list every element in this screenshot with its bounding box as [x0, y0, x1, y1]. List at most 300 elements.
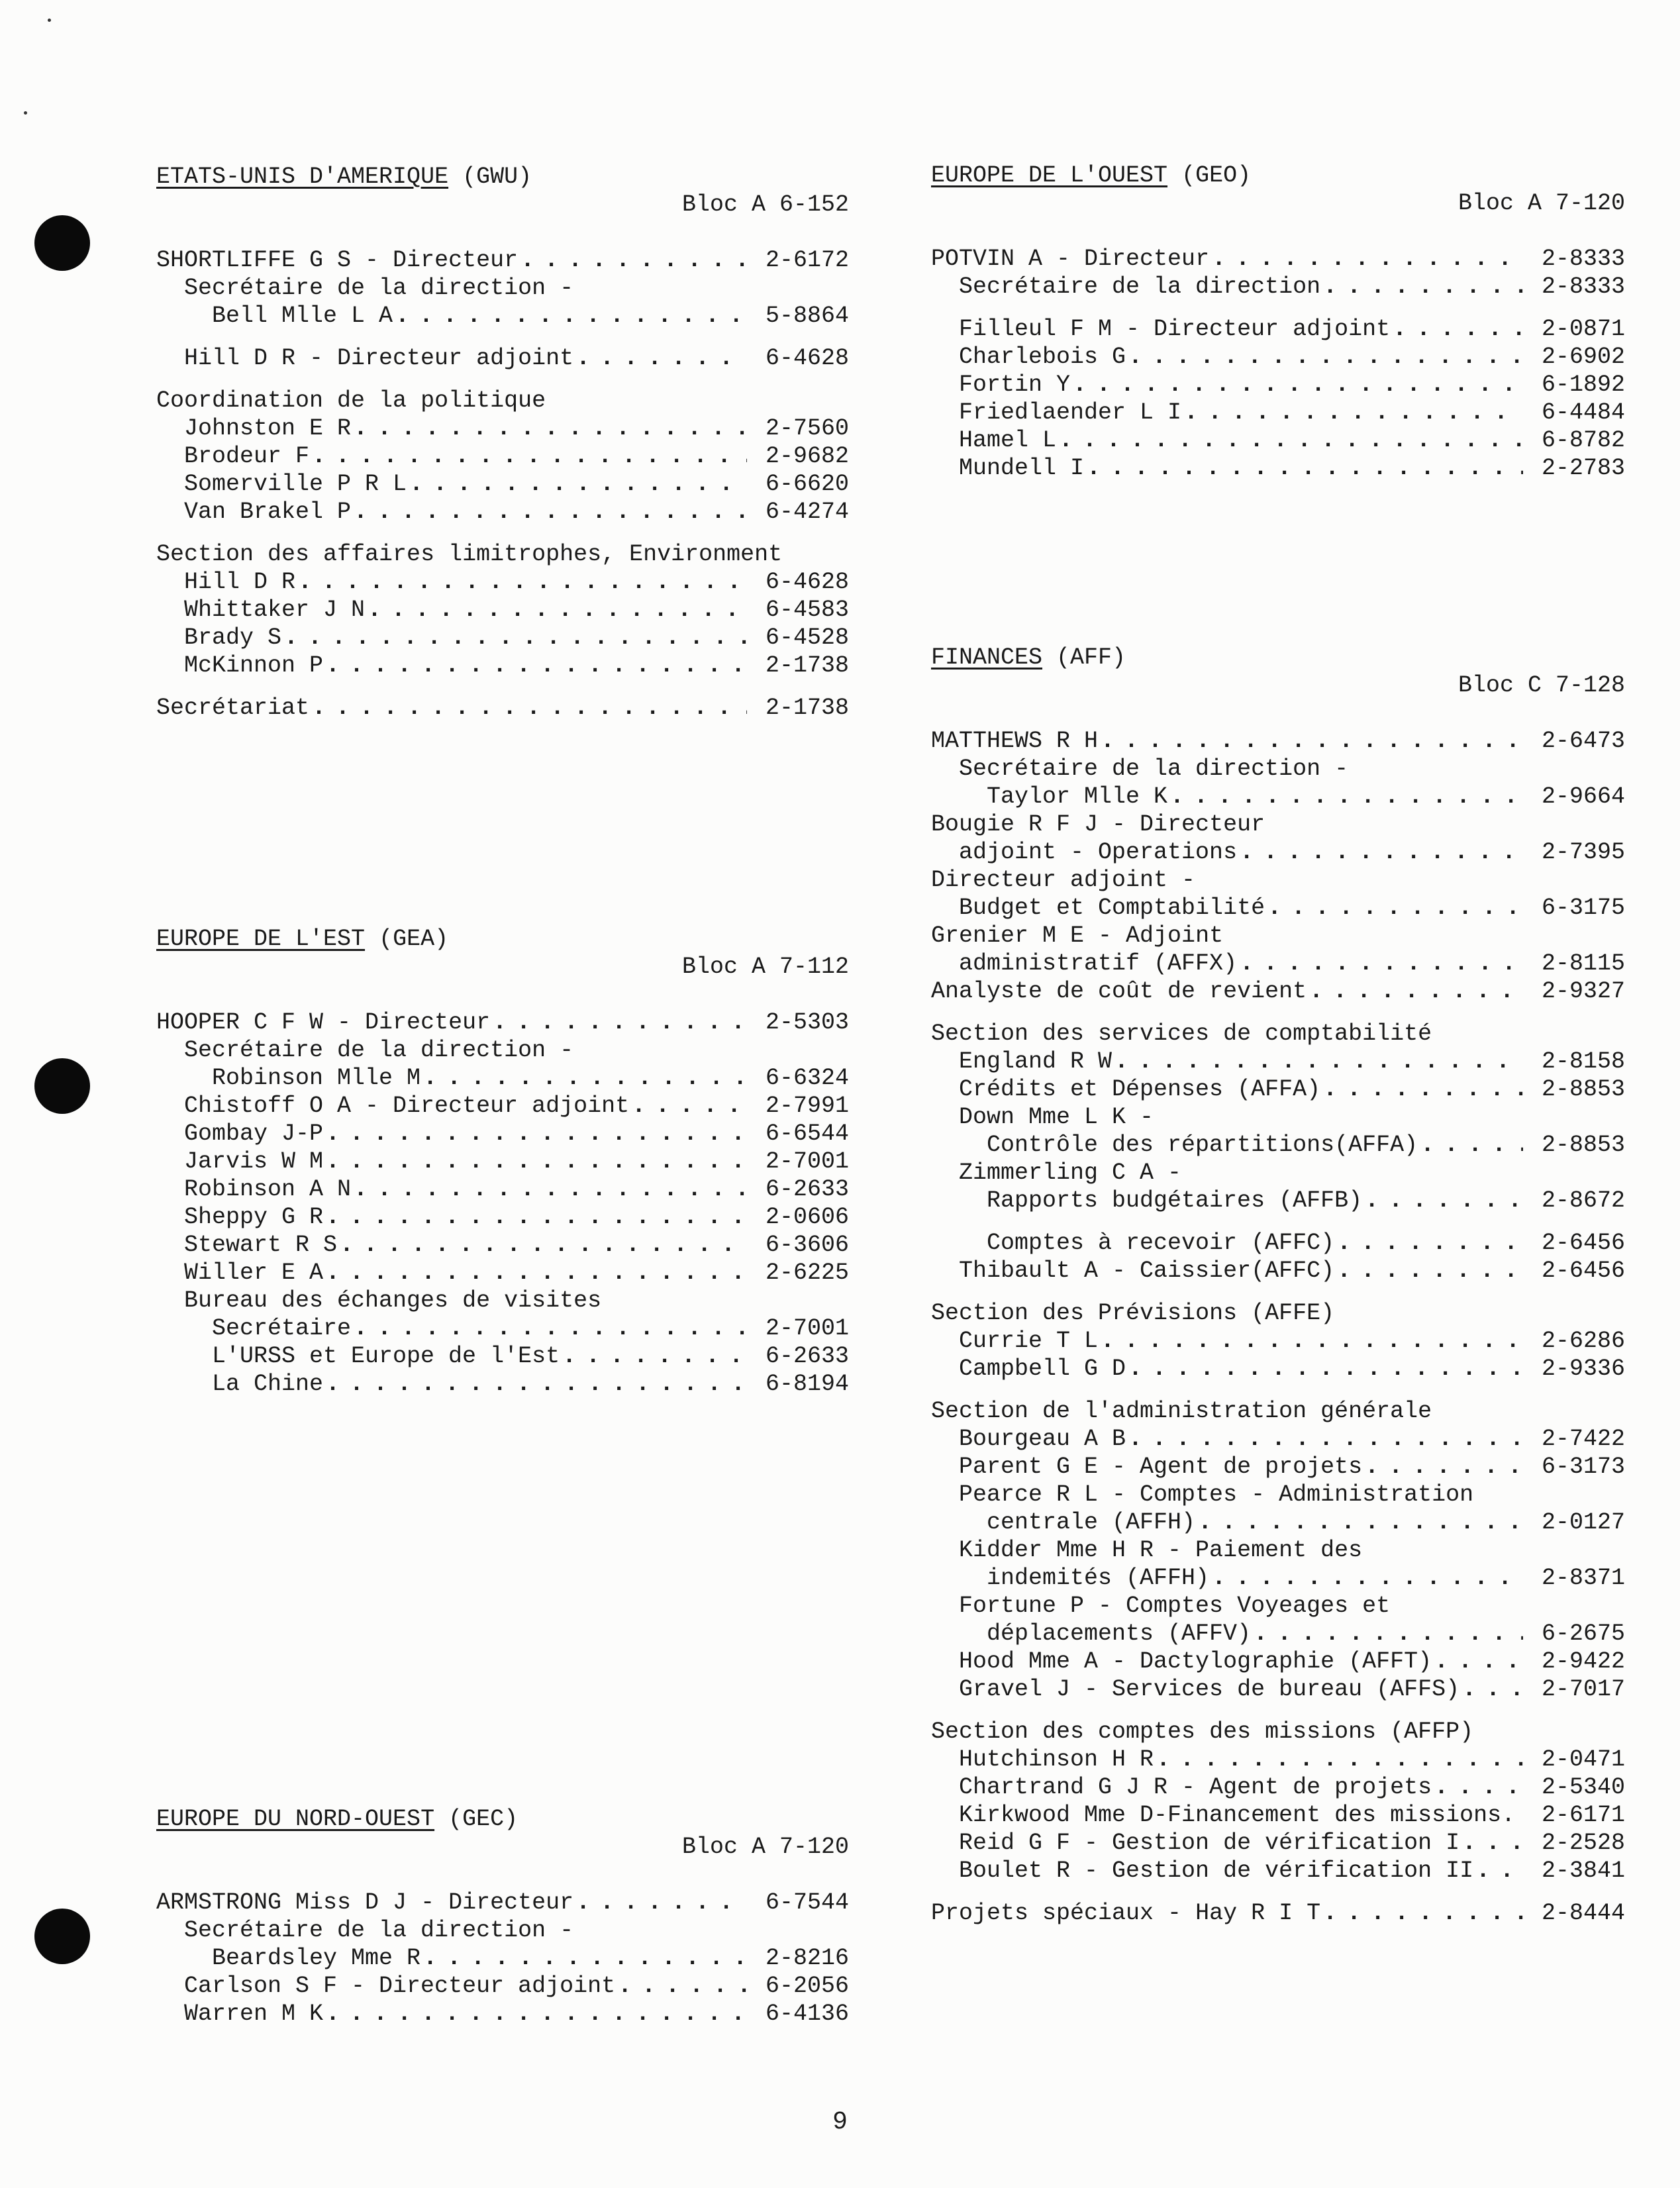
- dot-leader: [312, 694, 747, 722]
- dot-leader: [298, 568, 747, 596]
- dot-leader: [1365, 1187, 1523, 1215]
- directory-entry: [931, 1355, 1625, 1383]
- directory-entry: [931, 1857, 1625, 1885]
- dot-leader: [1323, 1075, 1523, 1103]
- directory-entry: [156, 1944, 849, 1972]
- dot-leader: [1184, 399, 1523, 426]
- dot-leader: [326, 1120, 747, 1148]
- entry-phone: 2-8333: [1541, 246, 1625, 272]
- spacer: [931, 1703, 1625, 1718]
- spacer: [931, 1383, 1625, 1397]
- directory-entry: [931, 950, 1625, 977]
- section-location: Bloc A 6-152: [681, 191, 849, 218]
- entry-label: Crédits et Dépenses (AFFA): [959, 1076, 1321, 1103]
- directory-entry: [156, 1889, 849, 1916]
- directory-heading: Down Mme L K -: [959, 1104, 1154, 1130]
- directory-entry: [156, 1370, 849, 1398]
- entry-phone: 2-8853: [1541, 1132, 1625, 1158]
- directory-heading: Secrétaire de la direction -: [959, 756, 1349, 782]
- dot-leader: [409, 470, 747, 498]
- dot-leader: [326, 2000, 747, 2028]
- directory-heading: Section des comptes des missions (AFFP): [931, 1718, 1474, 1745]
- entry-label: Johnston E R: [184, 415, 352, 442]
- dot-leader: [618, 1972, 747, 2000]
- directory-entry: [931, 426, 1625, 454]
- entry-label: Projets spéciaux - Hay R I T: [931, 1900, 1321, 1926]
- entry-label: Filleul F M - Directeur adjoint: [959, 316, 1391, 342]
- dot-leader: [576, 1889, 747, 1916]
- entry-phone: 2-7560: [765, 415, 849, 442]
- section-title: [931, 644, 1625, 671]
- directory-entry: [931, 1453, 1625, 1481]
- directory-heading: Section de l'administration générale: [931, 1398, 1432, 1424]
- directory-entry: [156, 1009, 849, 1036]
- entry-phone: 2-8216: [765, 1945, 849, 1971]
- entry-phone: 5-8864: [765, 303, 849, 329]
- entry-phone: 6-3173: [1541, 1454, 1625, 1480]
- directory-entry: [156, 1148, 849, 1175]
- entry-label: MATTHEWS R H: [931, 728, 1099, 754]
- dot-leader: [1128, 1425, 1523, 1453]
- directory-entry: [156, 1342, 849, 1370]
- dot-leader: [326, 652, 747, 679]
- section-finances: [931, 644, 1625, 1927]
- section-location: Bloc A 7-120: [1458, 190, 1625, 217]
- entry-phone: 6-8194: [765, 1371, 849, 1397]
- scan-speck: [48, 19, 51, 22]
- dot-leader: [1128, 343, 1523, 371]
- directory-heading: Grenier M E - Adjoint: [931, 922, 1224, 949]
- directory-heading: Pearce R L - Comptes - Administration: [959, 1481, 1474, 1508]
- dot-leader: [354, 1315, 747, 1342]
- section-europe-ouest: [931, 162, 1625, 482]
- entry-label: Secrétaire: [212, 1315, 352, 1342]
- directory-entry: [931, 894, 1625, 922]
- entry-label: Somerville P R L: [184, 471, 407, 497]
- entry-label: Gombay J-P: [184, 1120, 324, 1147]
- section-code: (GEO): [1181, 162, 1252, 189]
- dot-leader: [1309, 977, 1523, 1005]
- entry-phone: 2-6286: [1541, 1328, 1625, 1354]
- dot-leader: [1337, 1257, 1523, 1285]
- entry-phone: 6-4528: [765, 624, 849, 651]
- dot-leader: [354, 1175, 747, 1203]
- section-code: (GEA): [379, 926, 449, 952]
- entry-phone: 6-1892: [1541, 372, 1625, 398]
- entry-label: Friedlaender L I: [959, 399, 1182, 426]
- entry-phone: 6-2675: [1541, 1620, 1625, 1647]
- directory-entry: [156, 1120, 849, 1148]
- directory-heading: Section des affaires limitrophes, Environment: [156, 541, 783, 568]
- dot-leader: [284, 624, 747, 652]
- section-name: ETATS-UNIS D'AMERIQUE: [156, 164, 449, 190]
- dot-leader: [1128, 1355, 1523, 1383]
- dot-leader: [1059, 426, 1523, 454]
- dot-leader: [1434, 1648, 1523, 1675]
- entry-label: Stewart R S: [184, 1232, 338, 1258]
- dot-leader: [1462, 1675, 1523, 1703]
- entry-label: L'URSS et Europe de l'Est: [212, 1343, 560, 1369]
- entry-phone: 2-6902: [1541, 344, 1625, 370]
- entry-phone: 2-7001: [765, 1315, 849, 1342]
- entry-label: Carlson S F - Directeur adjoint: [184, 1973, 616, 1999]
- entry-phone: 2-5303: [765, 1009, 849, 1036]
- directory-entry: [931, 1257, 1625, 1285]
- punch-hole: [34, 215, 90, 271]
- directory-entry: [156, 1175, 849, 1203]
- dot-leader: [423, 1064, 747, 1092]
- directory-heading: Secrétaire de la direction -: [184, 1917, 574, 1944]
- directory-entry: [931, 315, 1625, 343]
- dot-leader: [1365, 1453, 1523, 1481]
- directory-entry: [156, 1092, 849, 1120]
- entry-label: Hood Mme A - Dactylographie (AFFT): [959, 1648, 1432, 1675]
- entry-phone: 2-0606: [765, 1204, 849, 1230]
- directory-entry: [156, 2000, 849, 2028]
- entry-label: Secrétaire de la direction: [959, 274, 1321, 300]
- entry-label: Parent G E - Agent de projets: [959, 1454, 1363, 1480]
- entry-label: Jarvis W M: [184, 1148, 324, 1175]
- entry-phone: 6-6620: [765, 471, 849, 497]
- entry-label: Hamel L: [959, 427, 1057, 454]
- directory-heading: Bureau des échanges de visites: [184, 1287, 602, 1314]
- dot-leader: [1462, 1829, 1523, 1857]
- spacer: [931, 1215, 1625, 1229]
- directory-entry: [931, 343, 1625, 371]
- entry-phone: 2-9682: [765, 443, 849, 470]
- entry-label: Currie T L: [959, 1328, 1099, 1354]
- entry-phone: 2-7395: [1541, 839, 1625, 866]
- entry-phone: 2-8672: [1541, 1187, 1625, 1214]
- directory-entry: [931, 1899, 1625, 1927]
- directory-heading: Bougie R F J - Directeur: [931, 811, 1265, 838]
- dot-leader: [1323, 273, 1523, 301]
- entry-phone: 6-4583: [765, 597, 849, 623]
- directory-heading: Kidder Mme H R - Paiement des: [959, 1537, 1363, 1564]
- entry-phone: 2-9336: [1541, 1356, 1625, 1382]
- entry-label: Warren M K: [184, 2001, 324, 2027]
- directory-entry: [156, 442, 849, 470]
- scan-speck: [24, 111, 27, 115]
- dot-leader: [326, 1370, 747, 1398]
- dot-leader: [1087, 454, 1523, 482]
- directory-heading: Coordination de la politique: [156, 387, 546, 414]
- entry-label: Thibault A - Caissier(AFFC): [959, 1258, 1335, 1284]
- section-location: Bloc A 7-120: [681, 1834, 849, 1860]
- entry-label: Willer E A: [184, 1260, 324, 1286]
- entry-label: adjoint - Operations: [959, 839, 1238, 866]
- entry-label: ARMSTRONG Miss D J - Directeur: [156, 1889, 574, 1916]
- entry-phone: 2-7017: [1541, 1676, 1625, 1703]
- dot-leader: [1073, 371, 1523, 399]
- directory-entry: [931, 838, 1625, 866]
- entry-phone: 6-4136: [765, 2001, 849, 2027]
- directory-entry: [931, 371, 1625, 399]
- entry-phone: 2-2528: [1541, 1830, 1625, 1856]
- entry-phone: 2-1738: [765, 652, 849, 679]
- directory-entry: [931, 1327, 1625, 1355]
- entry-label: déplacements (AFFV): [987, 1620, 1252, 1647]
- dot-leader: [1212, 245, 1523, 273]
- entry-label: Secrétariat: [156, 695, 310, 721]
- directory-heading: Fortune P - Comptes Voyeages et: [959, 1593, 1391, 1619]
- punch-hole: [34, 1058, 90, 1114]
- spacer: [156, 372, 849, 387]
- section-etats-unis: [156, 163, 849, 722]
- right-column: [931, 0, 1625, 2119]
- entry-label: Mundell I: [959, 455, 1085, 481]
- entry-label: Hutchinson H R: [959, 1746, 1154, 1773]
- directory-entry: [931, 1075, 1625, 1103]
- entry-phone: 6-6324: [765, 1065, 849, 1091]
- entry-label: SHORTLIFFE G S - Directeur: [156, 247, 519, 274]
- directory-entry: [931, 1801, 1625, 1829]
- directory-entry: [931, 399, 1625, 426]
- entry-label: Contrôle des répartitions(AFFA): [987, 1132, 1418, 1158]
- directory-entry: [156, 1315, 849, 1342]
- entry-phone: 2-6172: [765, 247, 849, 274]
- dot-leader: [354, 415, 747, 442]
- directory-entry: [156, 1203, 849, 1231]
- directory-entry: [931, 1131, 1625, 1159]
- directory-entry: [156, 568, 849, 596]
- directory-entry: [931, 727, 1625, 755]
- directory-entry: [156, 652, 849, 679]
- entry-phone: 2-9422: [1541, 1648, 1625, 1675]
- entry-phone: 2-6225: [765, 1260, 849, 1286]
- entry-phone: 6-2056: [765, 1973, 849, 1999]
- entry-phone: 2-8371: [1541, 1565, 1625, 1591]
- entry-label: Robinson A N: [184, 1176, 352, 1203]
- directory-heading: Secrétaire de la direction -: [184, 1037, 574, 1064]
- dot-leader: [1337, 1229, 1523, 1257]
- entry-phone: 2-8115: [1541, 950, 1625, 977]
- dot-leader: [312, 442, 747, 470]
- spacer: [931, 1885, 1625, 1899]
- entry-label: Fortin Y: [959, 372, 1071, 398]
- dot-leader: [1212, 1564, 1523, 1592]
- section-code: (GEC): [448, 1806, 519, 1832]
- dot-leader: [326, 1259, 747, 1287]
- entry-label: Analyste de coût de revient: [931, 978, 1307, 1005]
- dot-leader: [1254, 1620, 1523, 1648]
- entry-phone: 2-1738: [765, 695, 849, 721]
- entry-label: Reid G F - Gestion de vérification I: [959, 1830, 1460, 1856]
- directory-heading: Secrétaire de la direction -: [184, 275, 574, 301]
- entry-phone: 2-7422: [1541, 1426, 1625, 1452]
- directory-entry: [156, 596, 849, 624]
- directory-entry: [931, 977, 1625, 1005]
- punch-hole: [34, 1909, 90, 1964]
- dot-leader: [340, 1231, 747, 1259]
- entry-label: Chistoff O A - Directeur adjoint: [184, 1093, 630, 1119]
- entry-label: Comptes à recevoir (AFFC): [987, 1230, 1335, 1256]
- spacer: [931, 1005, 1625, 1020]
- directory-entry: [156, 470, 849, 498]
- directory-entry: [931, 1229, 1625, 1257]
- directory-entry: [931, 1746, 1625, 1773]
- directory-entry: [156, 498, 849, 526]
- entry-phone: 2-8158: [1541, 1048, 1625, 1075]
- entry-label: Budget et Comptabilité: [959, 895, 1265, 921]
- directory-entry: [156, 1231, 849, 1259]
- entry-phone: 2-8853: [1541, 1076, 1625, 1103]
- entry-phone: 2-5340: [1541, 1774, 1625, 1801]
- dot-leader: [632, 1092, 747, 1120]
- entry-phone: 6-2633: [765, 1343, 849, 1369]
- entry-label: administratif (AFFX): [959, 950, 1238, 977]
- directory-entry: [156, 302, 849, 330]
- dot-leader: [368, 596, 747, 624]
- dot-leader: [1170, 783, 1523, 811]
- directory-entry: [931, 1773, 1625, 1801]
- section-location: Bloc A 7-112: [681, 954, 849, 980]
- dot-leader: [1240, 950, 1523, 977]
- entry-label: England R W: [959, 1048, 1112, 1075]
- entry-label: Bourgeau A B: [959, 1426, 1126, 1452]
- directory-entry: [931, 1048, 1625, 1075]
- directory-entry: [156, 344, 849, 372]
- directory-entry: [931, 1648, 1625, 1675]
- left-column: [156, 0, 849, 2119]
- entry-phone: 2-6456: [1541, 1230, 1625, 1256]
- entry-phone: 6-8782: [1541, 427, 1625, 454]
- entry-phone: 2-8444: [1541, 1900, 1625, 1926]
- dot-leader: [1267, 894, 1523, 922]
- directory-entry: [931, 1564, 1625, 1592]
- section-name: EUROPE DE L'EST: [156, 926, 366, 952]
- dot-leader: [1518, 1801, 1523, 1829]
- section-title: [156, 1805, 849, 1833]
- entry-label: Van Brakel P: [184, 499, 352, 525]
- entry-phone: 6-4628: [765, 345, 849, 372]
- entry-phone: 6-4628: [765, 569, 849, 595]
- entry-label: Hill D R - Directeur adjoint: [184, 345, 574, 372]
- directory-entry: [931, 245, 1625, 273]
- entry-phone: 2-6171: [1541, 1802, 1625, 1828]
- entry-phone: 2-7001: [765, 1148, 849, 1175]
- directory-heading: Section des services de comptabilité: [931, 1020, 1432, 1047]
- entry-phone: 6-3606: [765, 1232, 849, 1258]
- section-name: EUROPE DU NORD-OUEST: [156, 1806, 435, 1832]
- entry-phone: 6-7544: [765, 1889, 849, 1916]
- entry-label: Hill D R: [184, 569, 296, 595]
- entry-label: Robinson Mlle M: [212, 1065, 421, 1091]
- section-europe-nord-ouest: [156, 1805, 849, 2028]
- entry-label: HOOPER C F W - Directeur: [156, 1009, 491, 1036]
- dot-leader: [354, 498, 747, 526]
- dot-leader: [1420, 1131, 1523, 1159]
- entry-phone: 2-0871: [1541, 316, 1625, 342]
- directory-entry: [931, 1620, 1625, 1648]
- dot-leader: [326, 1148, 747, 1175]
- entry-label: La Chine: [212, 1371, 324, 1397]
- entry-phone: 6-2633: [765, 1176, 849, 1203]
- directory-heading: Section des Prévisions (AFFE): [931, 1300, 1335, 1326]
- entry-phone: 2-9664: [1541, 783, 1625, 810]
- dot-leader: [520, 246, 747, 274]
- dot-leader: [1476, 1857, 1523, 1885]
- page-number: 9: [832, 2108, 848, 2136]
- entry-label: Bell Mlle L A: [212, 303, 393, 329]
- directory-entry: [156, 1064, 849, 1092]
- spacer: [156, 679, 849, 694]
- entry-phone: 2-8333: [1541, 274, 1625, 300]
- entry-label: Rapports budgétaires (AFFB): [987, 1187, 1363, 1214]
- entry-label: Whittaker J N: [184, 597, 366, 623]
- spacer: [156, 330, 849, 344]
- section-title: [156, 163, 849, 191]
- dot-leader: [395, 302, 747, 330]
- entry-label: Beardsley Mme R: [212, 1945, 421, 1971]
- entry-label: Taylor Mlle K: [987, 783, 1168, 810]
- entry-label: Chartrand G J R - Agent de projets: [959, 1774, 1432, 1801]
- dot-leader: [1240, 838, 1523, 866]
- entry-phone: 2-3841: [1541, 1858, 1625, 1884]
- entry-label: Boulet R - Gestion de vérification II: [959, 1858, 1474, 1884]
- dot-leader: [1101, 1327, 1523, 1355]
- entry-phone: 6-3175: [1541, 895, 1625, 921]
- directory-entry: [931, 783, 1625, 811]
- section-code: (AFF): [1056, 644, 1126, 671]
- dot-leader: [1101, 727, 1523, 755]
- directory-entry: [156, 694, 849, 722]
- dot-leader: [562, 1342, 747, 1370]
- directory-entry: [931, 1425, 1625, 1453]
- entry-phone: 6-4484: [1541, 399, 1625, 426]
- entry-phone: 6-4274: [765, 499, 849, 525]
- directory-entry: [931, 1829, 1625, 1857]
- entry-label: Kirkwood Mme D-Financement des missions.: [959, 1802, 1516, 1828]
- section-code: (GWU): [462, 164, 532, 190]
- directory-heading: Directeur adjoint -: [931, 867, 1196, 893]
- directory-entry: [931, 273, 1625, 301]
- section-europe-est: [156, 925, 849, 1398]
- entry-label: centrale (AFFH): [987, 1509, 1196, 1536]
- entry-label: Campbell G D: [959, 1356, 1126, 1382]
- dot-leader: [326, 1203, 747, 1231]
- entry-label: Gravel J - Services de bureau (AFFS): [959, 1676, 1460, 1703]
- entry-label: McKinnon P: [184, 652, 324, 679]
- directory-entry: [931, 1675, 1625, 1703]
- dot-leader: [1393, 315, 1523, 343]
- directory-entry: [931, 1509, 1625, 1536]
- dot-leader: [1434, 1773, 1523, 1801]
- entry-label: indemités (AFFH): [987, 1565, 1210, 1591]
- entry-label: POTVIN A - Directeur: [931, 246, 1210, 272]
- section-title: [931, 162, 1625, 189]
- entry-label: Brady S: [184, 624, 282, 651]
- entry-phone: 2-9327: [1541, 978, 1625, 1005]
- dot-leader: [1156, 1746, 1523, 1773]
- dot-leader: [423, 1944, 747, 1972]
- dot-leader: [493, 1009, 747, 1036]
- section-name: EUROPE DE L'OUEST: [931, 162, 1168, 189]
- spacer: [156, 526, 849, 540]
- section-name: FINANCES: [931, 644, 1043, 671]
- dot-leader: [576, 344, 747, 372]
- dot-leader: [1323, 1899, 1523, 1927]
- directory-entry: [931, 454, 1625, 482]
- spacer: [931, 301, 1625, 315]
- directory-entry: [156, 1972, 849, 2000]
- section-title: [156, 925, 849, 953]
- entry-phone: 2-0471: [1541, 1746, 1625, 1773]
- entry-phone: 6-6544: [765, 1120, 849, 1147]
- entry-phone: 2-7991: [765, 1093, 849, 1119]
- directory-entry: [156, 246, 849, 274]
- entry-label: Charlebois G: [959, 344, 1126, 370]
